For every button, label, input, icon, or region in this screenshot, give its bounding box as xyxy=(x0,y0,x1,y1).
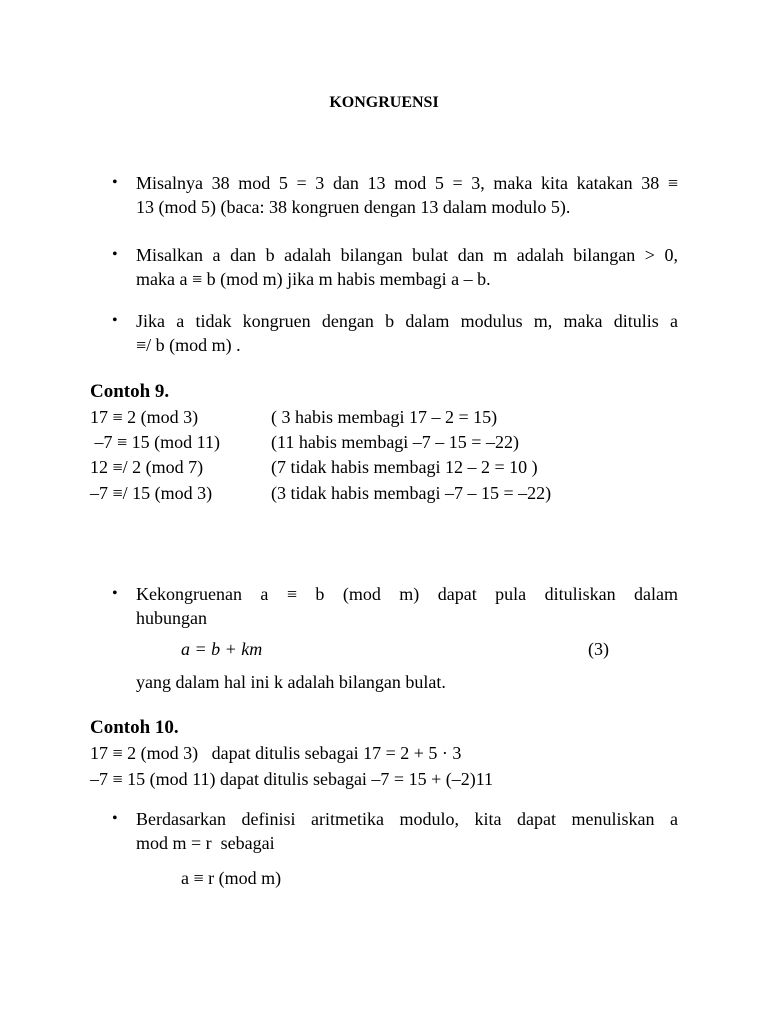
bullet-4-line-2: hubungan xyxy=(136,608,207,628)
bullet-icon: • xyxy=(112,585,118,602)
modulo-formula: a ≡ r (mod m) xyxy=(181,868,282,888)
example-9-heading: Contoh 9. xyxy=(90,381,170,402)
example-9-row-1-right: ( 3 habis membagi 17 – 2 = 15) xyxy=(271,407,498,427)
bullet-5-line-1: Berdasarkan definisi aritmetika modulo, kita dapat menuliskan a xyxy=(136,809,678,829)
bullet-icon: • xyxy=(112,312,118,329)
example-10-line-2: –7 ≡ 15 (mod 11) dapat ditulis sebagai –7 = 15 + (–2)11 xyxy=(90,769,494,789)
example-10-line-1: 17 ≡ 2 (mod 3) dapat ditulis sebagai 17 = 2 + 5 · 3 xyxy=(90,743,462,763)
bullet-4-line-3: yang dalam hal ini k adalah bilangan bulat. xyxy=(136,672,446,692)
bullet-1-line-2: 13 (mod 5) (baca: 38 kongruen dengan 13 dalam modulo 5). xyxy=(136,197,571,217)
bullet-icon: • xyxy=(112,174,118,191)
bullet-3-line-2: ≡/ b (mod m) . xyxy=(136,335,241,355)
example-9-row-3-right: (7 tidak habis membagi 12 – 2 = 10 ) xyxy=(271,457,538,477)
example-9-row-2-right: (11 habis membagi –7 – 15 = –22) xyxy=(271,432,519,452)
example-9-row-4-right: (3 tidak habis membagi –7 – 15 = –22) xyxy=(271,483,552,503)
equation-number: (3) xyxy=(588,639,609,659)
bullet-icon: • xyxy=(112,246,118,263)
bullet-1-line-1: Misalnya 38 mod 5 = 3 dan 13 mod 5 = 3, maka kita katakan 38 ≡ xyxy=(136,173,678,193)
example-9-row-2-left: –7 ≡ 15 (mod 11) xyxy=(90,432,220,452)
example-9-row-3-left: 12 ≡/ 2 (mod 7) xyxy=(90,457,204,477)
example-10-heading: Contoh 10. xyxy=(90,717,179,738)
example-9-row-1-left: 17 ≡ 2 (mod 3) xyxy=(90,407,199,427)
bullet-icon: • xyxy=(112,810,118,827)
example-9-row-4-left: –7 ≡/ 15 (mod 3) xyxy=(90,483,213,503)
bullet-2-line-1: Misalkan a dan b adalah bilangan bulat dan m adalah bilangan > 0, xyxy=(136,245,678,265)
bullet-5-line-2: mod m = r sebagai xyxy=(136,833,275,853)
bullet-2-line-2: maka a ≡ b (mod m) jika m habis membagi a – b. xyxy=(136,269,491,289)
equation-3: a = b + km xyxy=(181,639,263,659)
page-title: KONGRUENSI xyxy=(329,94,439,111)
bullet-3-line-1: Jika a tidak kongruen dengan b dalam modulus m, maka ditulis a xyxy=(136,311,678,331)
bullet-4-line-1: Kekongruenan a ≡ b (mod m) dapat pula dituliskan dalam xyxy=(136,584,678,604)
